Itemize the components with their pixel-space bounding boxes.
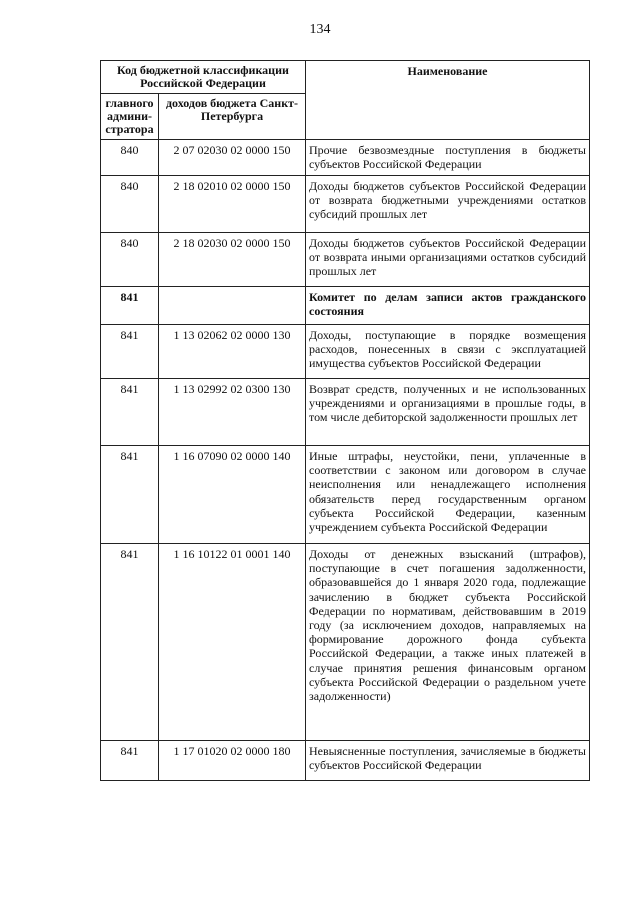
income-name: Иные штрафы, неустойки, пени, уплаченные в соответствии с законом или договором в случае неисполнения или ненадлежащего исполнения обязательств перед государственным органом субъекта Российской Федерации, казенным учреждением субъекта Российской Федерации — [306, 446, 590, 544]
page-number: 134 — [309, 22, 331, 37]
income-name: Доходы бюджетов субъектов Российской Федерации от возврата бюджетными учреждениями остатков субсидий прошлых лет — [306, 176, 590, 233]
table-row — [101, 741, 590, 781]
admin-code: 840 — [101, 140, 159, 176]
table-row — [101, 379, 590, 446]
income-code: 1 16 10122 01 0001 140 — [159, 544, 306, 741]
header-admin: главного админи-стратора — [101, 94, 159, 140]
section-title: Комитет по делам записи актов гражданского состояния — [306, 287, 590, 325]
income-code: 1 16 07090 02 0000 140 — [159, 446, 306, 544]
header-kbk: Код бюджетной классификации Российской Федерации — [101, 61, 306, 94]
admin-code: 840 — [101, 176, 159, 233]
header-name: Наименование — [306, 61, 590, 140]
income-code: 2 07 02030 02 0000 150 — [159, 140, 306, 176]
income-code: 1 13 02992 02 0300 130 — [159, 379, 306, 446]
income-name: Прочие безвозмездные поступления в бюджеты субъектов Российской Федерации — [306, 140, 590, 176]
table-row — [101, 140, 590, 176]
income-name: Доходы, поступающие в порядке возмещения расходов, понесенных в связи с эксплуатацией имущества субъектов Российской Федерации — [306, 325, 590, 379]
table-row — [101, 325, 590, 379]
income-code — [159, 287, 306, 325]
table-header — [101, 61, 590, 140]
income-name: Возврат средств, полученных и не использованных учреждениями и организациями в прошлые годы, в том числе дебиторской задолженности прошлых лет — [306, 379, 590, 446]
income-code: 2 18 02010 02 0000 150 — [159, 176, 306, 233]
admin-code: 841 — [101, 287, 159, 325]
table-row — [101, 233, 590, 287]
income-name: Доходы от денежных взысканий (штрафов), поступающие в счет погашения задолженности, образовавшейся до 1 января 2020 года, подлежащие зачислению в бюджет субъекта Российской Федерации по нормативам, действовавшим в 2019 году (за исключением доходов, направляемых на формирование дорожного фонда субъекта Российской Федерации, а также иных платежей в случае принятия решения финансовым органом субъекта Российской Федерации о раздельном учете задолженности) — [306, 544, 590, 741]
table-row — [101, 446, 590, 544]
table-row — [101, 287, 590, 325]
admin-code: 841 — [101, 325, 159, 379]
income-name: Доходы бюджетов субъектов Российской Федерации от возврата иными организациями остатков субсидий прошлых лет — [306, 233, 590, 287]
admin-code: 841 — [101, 446, 159, 544]
income-code: 1 17 01020 02 0000 180 — [159, 741, 306, 781]
income-code: 1 13 02062 02 0000 130 — [159, 325, 306, 379]
admin-code: 841 — [101, 379, 159, 446]
table-row — [101, 544, 590, 741]
header-income: доходов бюджета Санкт-Петербурга — [159, 94, 306, 140]
budget-classification-table — [100, 60, 590, 781]
admin-code: 840 — [101, 233, 159, 287]
admin-code: 841 — [101, 544, 159, 741]
income-code: 2 18 02030 02 0000 150 — [159, 233, 306, 287]
income-name: Невыясненные поступления, зачисляемые в бюджеты субъектов Российской Федерации — [306, 741, 590, 781]
admin-code: 841 — [101, 741, 159, 781]
table-row — [101, 176, 590, 233]
